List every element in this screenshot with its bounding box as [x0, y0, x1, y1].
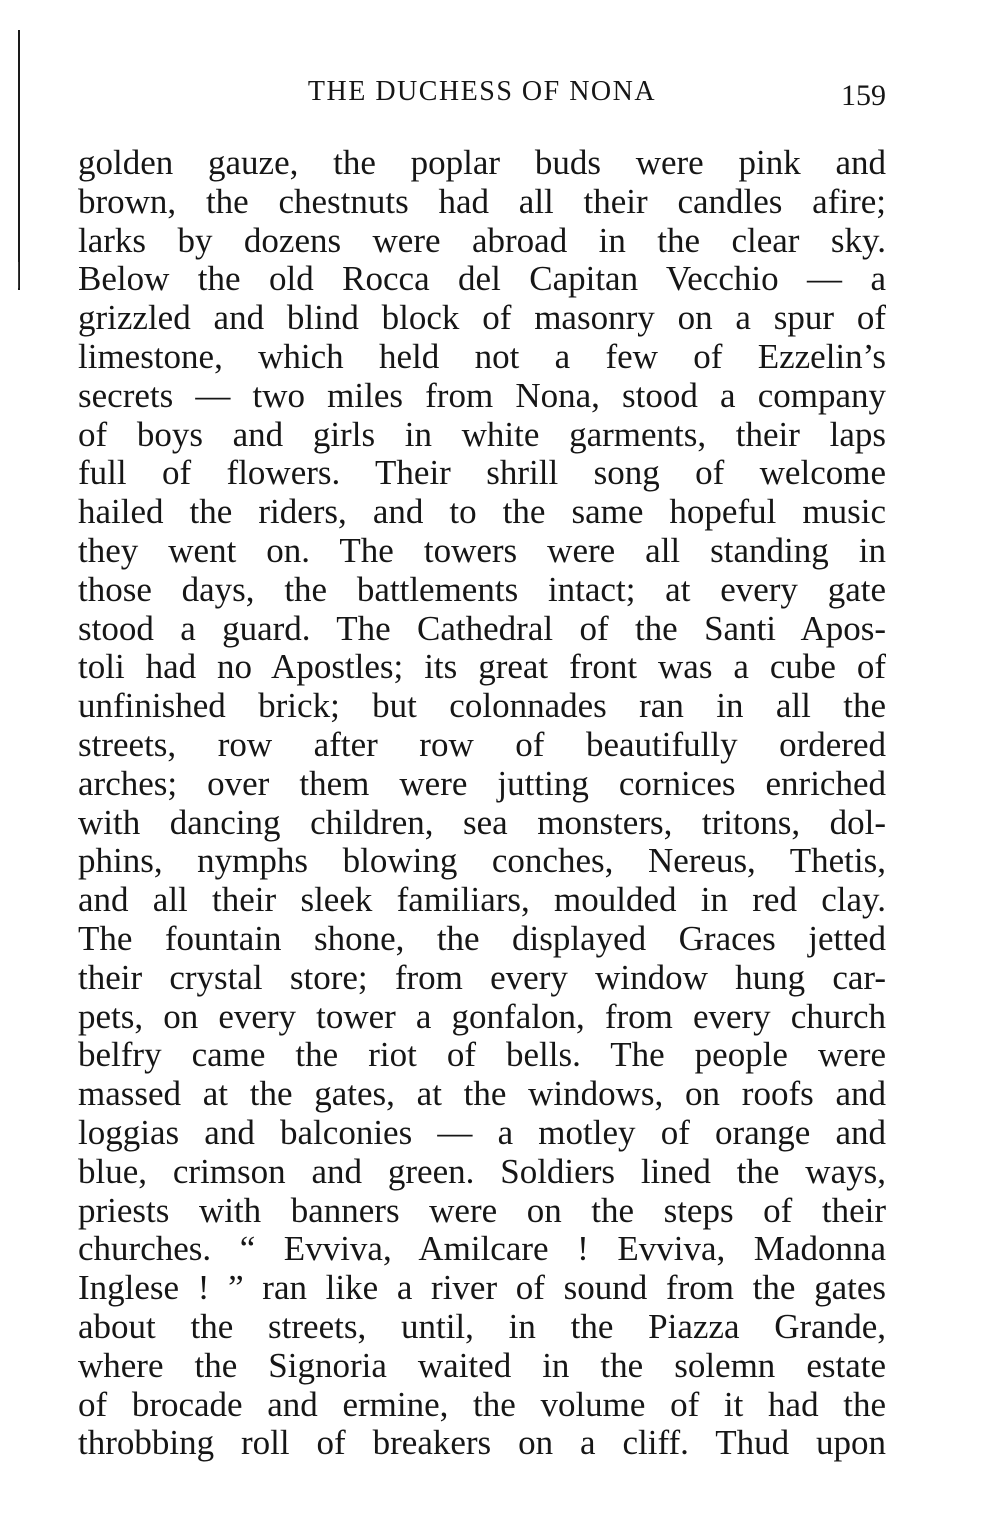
scan-binding-edge	[18, 30, 20, 290]
text-line: belfry came the riot of bells. The people were	[78, 1036, 886, 1075]
text-line: pets, on every tower a gonfalon, from every church	[78, 997, 886, 1036]
text-line: arches; over them were jutting cornices enriched	[78, 764, 886, 803]
text-line: hailed the riders, and to the same hopeful music	[78, 493, 886, 532]
text-line: Below the old Rocca del Capitan Vecchio — a	[78, 260, 886, 299]
text-line: they went on. The towers were all standing in	[78, 531, 886, 570]
text-line: phins, nymphs blowing conches, Nereus, Thetis,	[78, 842, 886, 881]
text-line: churches. “ Evviva, Amilcare ! Evviva, Madonna	[78, 1230, 886, 1269]
scan-binding-mark	[18, 262, 19, 288]
text-line: grizzled and blind block of masonry on a spur of	[78, 299, 886, 338]
text-line: blue, crimson and green. Soldiers lined the ways,	[78, 1152, 886, 1191]
text-line: about the streets, until, in the Piazza Grande,	[78, 1307, 886, 1346]
text-line: unfinished brick; but colonnades ran in all the	[78, 687, 886, 726]
text-line: Inglese ! ” ran like a river of sound from the gates	[78, 1269, 886, 1308]
text-line: massed at the gates, at the windows, on roofs and	[78, 1075, 886, 1114]
text-line: stood a guard. The Cathedral of the Santi Apos-	[78, 609, 886, 648]
text-line: where the Signoria waited in the solemn estate	[78, 1346, 886, 1385]
text-line: full of flowers. Their shrill song of welcome	[78, 454, 886, 493]
text-line: of brocade and ermine, the volume of it had the	[78, 1385, 886, 1424]
text-line: loggias and balconies — a motley of orange and	[78, 1113, 886, 1152]
page-number: 159	[841, 79, 886, 112]
text-line: golden gauze, the poplar buds were pink and	[78, 144, 886, 182]
body-text	[78, 144, 886, 1463]
text-line: and all their sleek familiars, moulded in red clay.	[78, 881, 886, 920]
running-title: THE DUCHESS OF NONA	[307, 76, 657, 107]
text-line: toli had no Apostles; its great front was a cube of	[78, 648, 886, 687]
text-line: of boys and girls in white garments, their laps	[78, 415, 886, 454]
text-line: throbbing roll of breakers on a cliff. Thud upon	[78, 1424, 886, 1463]
text-line: larks by dozens were abroad in the clear sky.	[78, 221, 886, 260]
running-head	[78, 72, 886, 112]
text-line: secrets — two miles from Nona, stood a company	[78, 376, 886, 415]
text-line: priests with banners were on the steps of their	[78, 1191, 886, 1230]
text-line: their crystal store; from every window hung car-	[78, 958, 886, 997]
text-line: brown, the chestnuts had all their candles afire;	[78, 182, 886, 221]
text-line: with dancing children, sea monsters, tritons, dol-	[78, 803, 886, 842]
text-line: those days, the battlements intact; at every gate	[78, 570, 886, 609]
text-line: streets, row after row of beautifully ordered	[78, 725, 886, 764]
text-line: The fountain shone, the displayed Graces jetted	[78, 919, 886, 958]
text-line: limestone, which held not a few of Ezzelin’s	[78, 337, 886, 376]
